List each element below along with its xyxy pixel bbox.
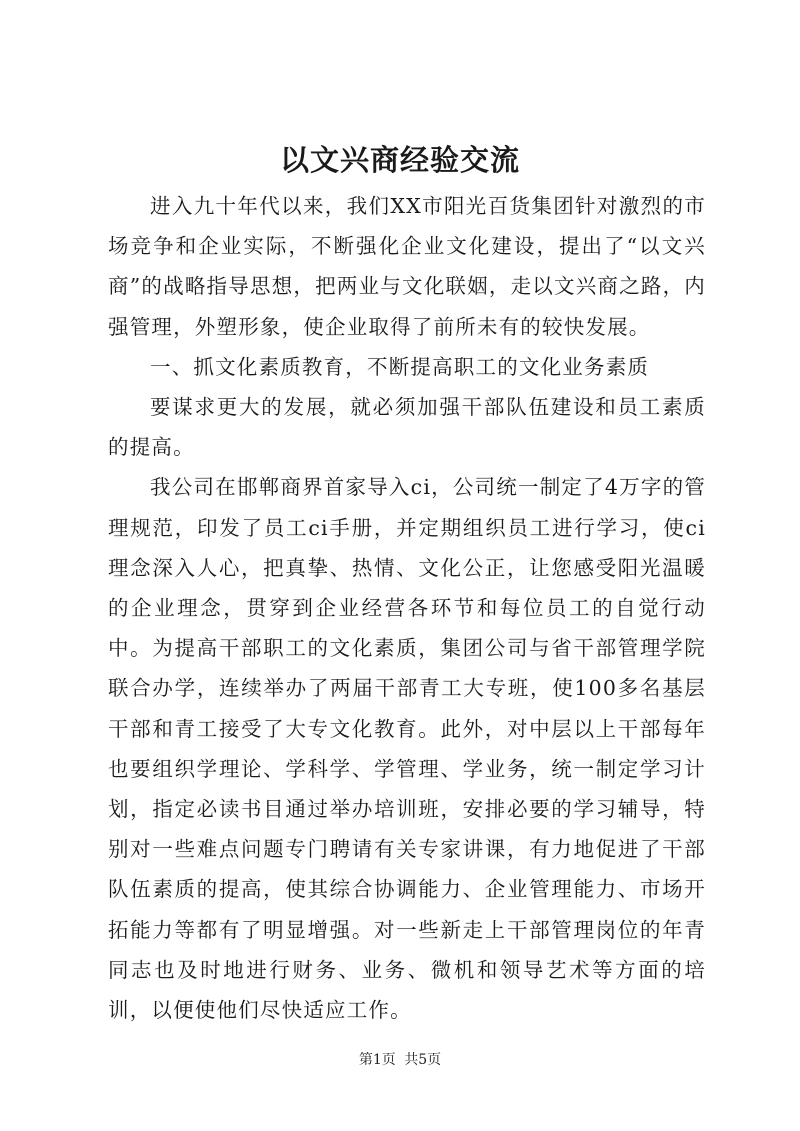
paragraph-development: 要谋求更大的发展，就必须加强干部队伍建设和员工素质的提高。 (108, 395, 706, 460)
page-footer (0, 1050, 800, 1070)
document-body (108, 186, 706, 1030)
document-title: 以文兴商经验交流 (279, 143, 520, 177)
page-number: 第1页 (358, 1052, 396, 1068)
section-heading-1: 一、抓文化素质教育，不断提高职工的文化业务素质 (150, 354, 650, 379)
page-total: 共5页 (404, 1052, 442, 1068)
paragraph-ci-training: 我公司在邯郸商界首家导入ci，公司统一制定了4万字的管理规范，印发了员工ci手册，并定期组织员工进行学习，使ci理念深入人心，把真挚、热情、文化公正，让您感受阳光温暖的企业理念，贯穿到企业经营各环节和每位员工的自觉行动中。为提高干部职工的文化素质，集团公司与省干部管理学院联合办学，连续举办了两届干部青工大专班，使100多名基层干部和青工接受了大专文化教育。此外，对中层以上干部每年也要组织学理论、学科学、学管理、学业务，统一制定学习计划，指定必读书目通过举办培训班，安排必要的学习辅导，特别对一些难点问题专门聘请有关专家讲课，有力地促进了干部队伍素质的提高，使其综合协调能力、企业管理能力、市场开拓能力等都有了明显增强。对一些新走上干部管理岗位的年青同志也及时地进行财务、业务、微机和领导艺术等方面的培训，以便使他们尽快适应工作。 (108, 475, 706, 1023)
paragraph-intro: 进入九十年代以来，我们XX市阳光百货集团针对激烈的市场竞争和企业实际，不断强化企业文化建设，提出了“以文兴商”的战略指导思想，把两业与文化联姻，走以文兴商之路，内强管理，外塑形象，使企业取得了前所未有的较快发展。 (108, 194, 706, 339)
